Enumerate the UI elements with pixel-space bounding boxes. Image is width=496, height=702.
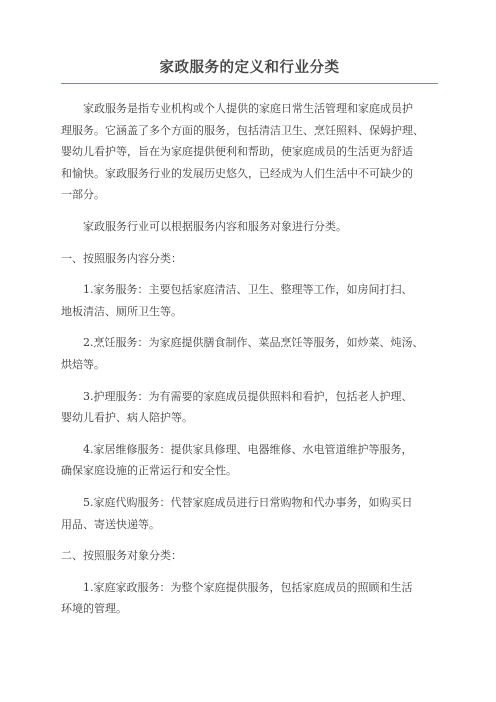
text-line: 地板清洁、厕所卫生等。 (61, 304, 182, 318)
list-item-family-service (61, 577, 447, 620)
list-item-housework (61, 279, 447, 322)
list-item-nursing (61, 386, 447, 429)
text-line: 1.家务服务：主要包括家庭清洁、卫生、整理等工作，如房间打扫、 (83, 283, 413, 297)
paragraph-definition (61, 98, 447, 206)
section-heading-by-content (61, 248, 447, 270)
title-underline (61, 83, 438, 84)
text-line: 一、按照服务内容分类： (61, 251, 182, 265)
list-item-repair (61, 439, 447, 482)
section-heading-by-target (61, 545, 447, 567)
text-line: 婴幼儿看护等，旨在为家庭提供便利和帮助，使家庭成员的生活更为舒适 (61, 145, 413, 159)
list-item-cooking (61, 332, 447, 375)
text-line: 1.家庭家政服务：为整个家庭提供服务，包括家庭成员的照顾和生活 (83, 580, 413, 594)
text-line: 理服务。它涵盖了多个方面的服务，包括清洁卫生、烹饪照料、保姆护理、 (61, 123, 424, 137)
paragraph-classification-intro (61, 216, 447, 238)
text-line: 二、按照服务对象分类： (61, 549, 182, 563)
text-line: 4.家居维修服务：提供家具修理、电器维修、水电管道维护等服务， (83, 442, 413, 456)
text-line: 家政服务行业可以根据服务内容和服务对象进行分类。 (83, 219, 347, 233)
text-line: 环境的管理。 (61, 602, 127, 616)
document-body (61, 98, 447, 620)
text-line: 和愉快。家政服务行业的发展历史悠久，已经成为人们生活中不可缺少的 (61, 166, 413, 180)
text-line: 3.护理服务：为有需要的家庭成员提供照料和看护，包括老人护理、 (83, 389, 413, 403)
text-line: 一部分。 (61, 188, 105, 202)
text-line: 用品、寄送快递等。 (61, 517, 160, 531)
text-line: 2.烹饪服务：为家庭提供膳食制作、菜品烹饪等服务，如炒菜、炖汤、 (83, 336, 424, 350)
text-line: 婴幼儿看护、病人陪护等。 (61, 411, 193, 425)
text-line: 烘焙等。 (61, 357, 105, 371)
text-line: 家政服务是指专业机构或个人提供的家庭日常生活管理和家庭成员护 (83, 102, 413, 115)
text-line: 5.家庭代购服务：代替家庭成员进行日常购物和代办事务，如购买日 (83, 495, 413, 509)
text-line: 确保家庭设施的正常运行和安全性。 (61, 464, 237, 478)
list-item-shopping (61, 492, 447, 535)
page-title: 家政服务的定义和行业分类 (159, 59, 340, 76)
